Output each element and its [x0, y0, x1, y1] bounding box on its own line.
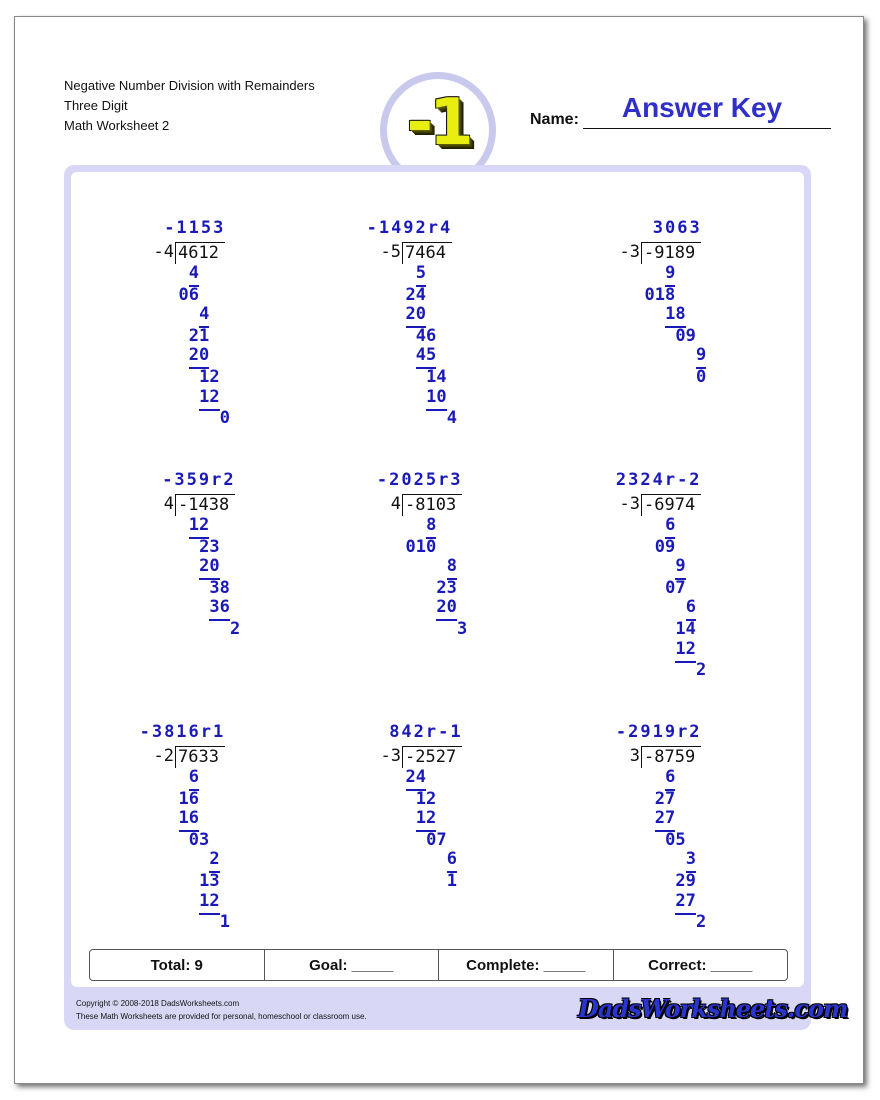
remainder-step: 2 [230, 619, 241, 639]
name-label: Name: [530, 111, 579, 128]
remainder-step: 3 [457, 619, 468, 639]
remainder-step: 09 [675, 325, 696, 346]
divisor: -5 [380, 242, 401, 262]
subtraction-step: 20 [199, 557, 219, 580]
badge-number: -1 [406, 86, 470, 160]
dividend: -8759 [641, 746, 701, 768]
subtraction-step: 2 [209, 850, 219, 873]
worksheet-subtitle: Three Digit [64, 98, 128, 113]
dividend: 4612 [175, 242, 225, 264]
subtraction-step: 24 [406, 768, 426, 791]
score-bar [89, 949, 788, 981]
divisor: -3 [380, 746, 401, 766]
subtraction-step: 12 [675, 640, 695, 663]
quotient: 3063 [652, 218, 702, 238]
dividend: -8103 [402, 494, 462, 516]
goal-cell: Goal: _____ [265, 950, 440, 980]
remainder-step: 23 [436, 577, 457, 598]
worksheet-number: Math Worksheet 2 [64, 118, 170, 133]
remainder-step: 27 [654, 788, 676, 809]
remainder-step: 12 [199, 367, 220, 387]
subtraction-step: 20 [406, 305, 426, 328]
subtraction-step: 27 [675, 892, 695, 915]
remainder-step: 2 [696, 660, 707, 681]
subtraction-step: 5 [416, 264, 426, 287]
remainder-step: 05 [665, 829, 686, 850]
dividend: 7464 [402, 242, 452, 264]
remainder-step: 0 [696, 367, 707, 387]
quotient: 842r-1 [389, 722, 463, 742]
subtraction-step: 6 [686, 598, 696, 621]
remainder-step: 24 [405, 284, 426, 305]
divisor: 4 [390, 494, 401, 514]
subtraction-step: 12 [416, 809, 436, 832]
copyright-text: Copyright © 2008-2018 DadsWorksheets.com [76, 999, 240, 1008]
subtraction-step: 3 [686, 850, 696, 873]
subtraction-step: 6 [447, 850, 457, 873]
subtraction-step: 4 [189, 264, 199, 287]
dividend: -6974 [641, 494, 701, 516]
quotient: -2919r2 [615, 722, 702, 742]
complete-cell: Complete: _____ [439, 950, 614, 980]
subtraction-step: 16 [179, 809, 199, 832]
remainder-step: 010 [405, 536, 437, 557]
remainder-step: 16 [178, 788, 199, 809]
divisor: -3 [619, 494, 640, 514]
remainder-step: 06 [178, 284, 199, 305]
remainder-step: 4 [446, 408, 457, 429]
dividend: -9189 [641, 242, 701, 264]
subtraction-step: 9 [696, 346, 706, 369]
subtraction-step: 8 [447, 557, 457, 580]
subtraction-step: 12 [199, 892, 219, 915]
subtraction-step: 8 [426, 516, 436, 539]
dividend: 7633 [175, 746, 225, 768]
quotient: -3816r1 [139, 722, 226, 742]
remainder-step: 12 [415, 788, 437, 809]
divisor: -3 [619, 242, 640, 262]
subtraction-step: 12 [199, 388, 219, 411]
subtraction-step: 6 [665, 768, 675, 791]
subtraction-step: 27 [655, 809, 675, 832]
subtraction-step: 20 [189, 346, 209, 369]
subtraction-step: 6 [189, 768, 199, 791]
worksheet-title: Negative Number Division with Remainders [64, 78, 315, 93]
dividend: -2527 [402, 746, 462, 768]
quotient: -1492r4 [366, 218, 453, 238]
remainder-step: 23 [199, 536, 220, 557]
remainder-step: 03 [188, 829, 210, 850]
remainder-step: 07 [665, 577, 686, 598]
subtraction-step: 10 [426, 388, 446, 411]
subtraction-step: 45 [416, 346, 436, 369]
remainder-step: 38 [209, 577, 230, 598]
total-cell: Total: 9 [90, 950, 265, 980]
usage-note: These Math Worksheets are provided for personal, homeschool or classroom use. [76, 1012, 367, 1021]
dividend: -1438 [175, 494, 235, 516]
remainder-step: 2 [696, 912, 707, 933]
subtraction-step: 4 [199, 305, 209, 328]
remainder-step: 21 [188, 325, 210, 346]
subtraction-step: 9 [675, 557, 685, 580]
subtraction-step: 9 [665, 264, 675, 287]
remainder-step: 1 [219, 912, 230, 933]
divisor: -4 [153, 242, 174, 262]
name-field-line [583, 128, 831, 129]
remainder-step: 0 [219, 408, 230, 429]
quotient: -2025r3 [376, 470, 463, 490]
subtraction-step: 12 [189, 516, 209, 539]
divisor: 4 [163, 494, 174, 514]
divisor: -2 [153, 746, 174, 766]
answer-key-text: Answer Key [621, 92, 783, 123]
site-logo: DadsWorksheets.com [578, 994, 848, 1023]
remainder-step: 07 [426, 829, 447, 850]
remainder-step: 13 [199, 871, 220, 891]
quotient: -359r2 [162, 470, 236, 490]
correct-cell: Correct: _____ [648, 956, 753, 974]
remainder-step: 14 [675, 619, 696, 639]
remainder-step: 1 [446, 871, 457, 891]
divisor: 3 [629, 746, 640, 766]
subtraction-step: 20 [436, 598, 456, 621]
remainder-step: 14 [426, 367, 447, 387]
remainder-step: 46 [415, 325, 437, 346]
subtraction-step: 18 [665, 305, 685, 328]
quotient: -1153 [164, 218, 226, 238]
remainder-step: 29 [675, 871, 696, 891]
subtraction-step: 6 [665, 516, 675, 539]
subtraction-step: 36 [209, 598, 229, 621]
remainder-step: 018 [644, 284, 676, 305]
remainder-step: 09 [654, 536, 676, 557]
quotient: 2324r-2 [615, 470, 702, 490]
